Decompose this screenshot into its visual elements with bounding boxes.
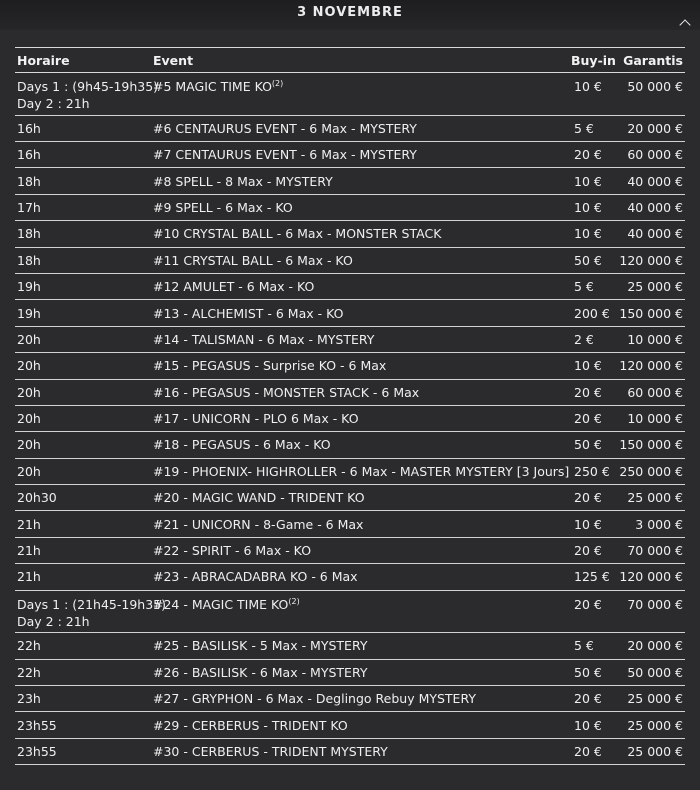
event-name: #19 - PHOENIX- HIGHROLLER - 6 Max - MASTER MYSTERY [3 Jours] bbox=[153, 463, 570, 479]
garantis-cell: 20 000 € bbox=[627, 120, 683, 136]
buyin-cell: 20 € bbox=[574, 543, 602, 559]
time-text: 20h bbox=[17, 463, 41, 479]
buyin-cell: 20 € bbox=[574, 743, 602, 759]
event-cell bbox=[151, 379, 569, 405]
time-cell bbox=[15, 511, 151, 537]
event-name: #14 - TALISMAN - 6 Max - MYSTERY bbox=[153, 331, 375, 347]
table-row bbox=[15, 405, 685, 431]
table-row bbox=[15, 659, 685, 685]
table-row bbox=[15, 379, 685, 405]
buyin-cell: 10 € bbox=[574, 717, 602, 733]
time-cell bbox=[15, 273, 151, 299]
event-name: #7 CENTAURUS EVENT - 6 Max - MYSTERY bbox=[153, 147, 417, 163]
table-row bbox=[15, 73, 685, 116]
buyin-cell: 50 € bbox=[574, 664, 602, 680]
event-cell bbox=[151, 485, 569, 511]
event-name: #9 SPELL - 6 Max - KO bbox=[153, 199, 293, 215]
event-name: #13 - ALCHEMIST - 6 Max - KO bbox=[153, 305, 344, 321]
buyin-cell: 5 € bbox=[574, 638, 594, 654]
buyin-cell: 10 € bbox=[574, 199, 602, 215]
table-row bbox=[15, 300, 685, 326]
garantis-cell: 250 000 € bbox=[619, 463, 683, 479]
garantis-cell: 120 000 € bbox=[619, 569, 683, 585]
table-header-row bbox=[15, 48, 685, 73]
event-name: #12 AMULET - 6 Max - KO bbox=[153, 279, 315, 295]
footnote-marker: (2) bbox=[288, 596, 300, 606]
garantis-cell: 25 000 € bbox=[627, 279, 683, 295]
table-row bbox=[15, 247, 685, 273]
event-name: #8 SPELL - 8 Max - MYSTERY bbox=[153, 173, 333, 189]
time-cell bbox=[15, 141, 151, 167]
chevron-up-icon[interactable] bbox=[679, 19, 690, 30]
table-row bbox=[15, 432, 685, 458]
time-cell bbox=[15, 485, 151, 511]
garantis-cell: 10 000 € bbox=[627, 331, 683, 347]
event-cell bbox=[151, 564, 569, 590]
table-row bbox=[15, 712, 685, 738]
column-header-event: Event bbox=[153, 52, 194, 68]
event-cell bbox=[151, 659, 569, 685]
event-cell bbox=[151, 353, 569, 379]
time-cell bbox=[15, 300, 151, 326]
table-row bbox=[15, 633, 685, 659]
event-cell bbox=[151, 141, 569, 167]
event-cell bbox=[151, 511, 569, 537]
event-name: #26 - BASILISK - 6 Max - MYSTERY bbox=[153, 664, 368, 680]
event-cell bbox=[151, 537, 569, 563]
column-header-time: Horaire bbox=[17, 52, 70, 68]
buyin-cell: 10 € bbox=[574, 79, 602, 94]
garantis-cell: 40 000 € bbox=[627, 199, 683, 215]
event-name: #6 CENTAURUS EVENT - 6 Max - MYSTERY bbox=[153, 120, 417, 136]
time-text: 20h bbox=[17, 384, 41, 400]
buyin-cell: 50 € bbox=[574, 252, 602, 268]
buyin-cell: 10 € bbox=[574, 358, 602, 374]
time-text: 19h bbox=[17, 279, 41, 295]
time-cell bbox=[15, 353, 151, 379]
table-row bbox=[15, 686, 685, 712]
buyin-cell: 50 € bbox=[574, 437, 602, 453]
time-cell bbox=[15, 379, 151, 405]
time-text: 20h bbox=[17, 411, 41, 427]
buyin-cell: 20 € bbox=[574, 147, 602, 163]
table-row bbox=[15, 511, 685, 537]
time-text: 17h bbox=[17, 199, 41, 215]
garantis-cell: 25 000 € bbox=[627, 743, 683, 759]
time-text: 20h30 bbox=[17, 490, 57, 506]
time-cell bbox=[15, 659, 151, 685]
column-header-garantis: Garantis bbox=[623, 52, 683, 68]
time-cell bbox=[15, 633, 151, 659]
garantis-cell: 150 000 € bbox=[619, 437, 683, 453]
event-cell bbox=[151, 300, 569, 326]
event-name: #24 - MAGIC TIME KO bbox=[153, 596, 289, 612]
event-cell bbox=[151, 194, 569, 220]
time-text: 16h bbox=[17, 120, 41, 136]
time-cell bbox=[15, 712, 151, 738]
garantis-cell: 25 000 € bbox=[627, 691, 683, 707]
tournament-table bbox=[15, 47, 685, 765]
buyin-cell: 20 € bbox=[574, 411, 602, 427]
time-text: 18h bbox=[17, 226, 41, 242]
garantis-cell: 60 000 € bbox=[627, 384, 683, 400]
garantis-cell: 120 000 € bbox=[619, 358, 683, 374]
event-name: #16 - PEGASUS - MONSTER STACK - 6 Max bbox=[153, 384, 420, 400]
garantis-cell: 50 000 € bbox=[627, 664, 683, 680]
table-row bbox=[15, 194, 685, 220]
event-cell bbox=[151, 590, 569, 633]
event-cell bbox=[151, 326, 569, 352]
event-cell bbox=[151, 432, 569, 458]
time-cell bbox=[15, 168, 151, 194]
time-cell bbox=[15, 738, 151, 764]
time-text: Days 1 : (21h45-19h35) bbox=[17, 596, 167, 612]
buyin-cell: 125 € bbox=[574, 569, 610, 585]
time-text: 22h bbox=[17, 638, 41, 654]
buyin-cell: 20 € bbox=[574, 384, 602, 400]
buyin-cell: 20 € bbox=[574, 490, 602, 506]
event-cell bbox=[151, 633, 569, 659]
event-cell bbox=[151, 247, 569, 273]
time-cell bbox=[15, 537, 151, 563]
garantis-cell: 60 000 € bbox=[627, 147, 683, 163]
section-header[interactable] bbox=[0, 0, 700, 30]
event-cell bbox=[151, 168, 569, 194]
time-cell bbox=[15, 326, 151, 352]
time-text: Days 1 : (9h45-19h35) bbox=[17, 79, 159, 94]
event-cell bbox=[151, 738, 569, 764]
buyin-cell: 5 € bbox=[574, 279, 594, 295]
time-text: 20h bbox=[17, 437, 41, 453]
garantis-cell: 150 000 € bbox=[619, 305, 683, 321]
time-cell bbox=[15, 432, 151, 458]
time-text: 19h bbox=[17, 305, 41, 321]
buyin-cell: 5 € bbox=[574, 120, 594, 136]
garantis-cell: 10 000 € bbox=[627, 411, 683, 427]
event-cell bbox=[151, 115, 569, 141]
time-text-day2: Day 2 : 21h bbox=[17, 613, 90, 629]
event-name: #21 - UNICORN - 8-Game - 6 Max bbox=[153, 516, 364, 532]
table-row bbox=[15, 115, 685, 141]
table-row bbox=[15, 168, 685, 194]
table-row bbox=[15, 458, 685, 484]
table-row bbox=[15, 353, 685, 379]
event-name: #11 CRYSTAL BALL - 6 Max - KO bbox=[153, 252, 353, 268]
time-cell bbox=[15, 194, 151, 220]
table-row bbox=[15, 326, 685, 352]
event-name: #22 - SPIRIT - 6 Max - KO bbox=[153, 543, 312, 559]
time-cell bbox=[15, 247, 151, 273]
garantis-cell: 20 000 € bbox=[627, 638, 683, 654]
time-cell bbox=[15, 405, 151, 431]
garantis-cell: 25 000 € bbox=[627, 490, 683, 506]
garantis-cell: 25 000 € bbox=[627, 717, 683, 733]
event-name: #10 CRYSTAL BALL - 6 Max - MONSTER STACK bbox=[153, 226, 442, 242]
buyin-cell: 10 € bbox=[574, 173, 602, 189]
event-cell bbox=[151, 686, 569, 712]
table-row bbox=[15, 564, 685, 590]
time-text: 21h bbox=[17, 516, 41, 532]
table-row bbox=[15, 537, 685, 563]
time-text: 20h bbox=[17, 358, 41, 374]
event-cell bbox=[151, 221, 569, 247]
buyin-cell: 20 € bbox=[574, 596, 602, 612]
time-text: 23h55 bbox=[17, 743, 57, 759]
time-cell bbox=[15, 73, 159, 116]
time-text: 16h bbox=[17, 147, 41, 163]
event-name: #23 - ABRACADABRA KO - 6 Max bbox=[153, 569, 358, 585]
table-row bbox=[15, 141, 685, 167]
garantis-cell: 50 000 € bbox=[627, 79, 683, 94]
buyin-cell: 2 € bbox=[574, 331, 594, 347]
time-text: 20h bbox=[17, 331, 41, 347]
event-cell bbox=[151, 712, 569, 738]
column-header-buyin: Buy-in bbox=[571, 52, 616, 68]
event-name: #25 - BASILISK - 5 Max - MYSTERY bbox=[153, 638, 368, 654]
buyin-cell: 200 € bbox=[574, 305, 610, 321]
time-text: 21h bbox=[17, 543, 41, 559]
section-title: 3 NOVEMBRE bbox=[297, 5, 403, 20]
event-cell bbox=[151, 73, 569, 116]
event-name: #18 - PEGASUS - 6 Max - KO bbox=[153, 437, 331, 453]
event-name: #30 - CERBERUS - TRIDENT MYSTERY bbox=[153, 743, 388, 759]
event-cell bbox=[151, 273, 569, 299]
garantis-cell: 70 000 € bbox=[627, 543, 683, 559]
time-text: 18h bbox=[17, 173, 41, 189]
garantis-cell: 3 000 € bbox=[635, 516, 683, 532]
garantis-cell: 40 000 € bbox=[627, 173, 683, 189]
buyin-cell: 10 € bbox=[574, 516, 602, 532]
time-text: 23h55 bbox=[17, 717, 57, 733]
table-row bbox=[15, 738, 685, 764]
footnote-marker: (2) bbox=[271, 79, 284, 88]
table-row bbox=[15, 485, 685, 511]
time-cell bbox=[15, 564, 151, 590]
garantis-cell: 120 000 € bbox=[619, 252, 683, 268]
time-cell bbox=[15, 590, 167, 633]
time-text: 23h bbox=[17, 691, 41, 707]
event-cell bbox=[151, 458, 569, 484]
garantis-cell: 70 000 € bbox=[627, 596, 683, 612]
event-cell bbox=[151, 405, 569, 431]
event-name: #15 - PEGASUS - Surprise KO - 6 Max bbox=[153, 358, 387, 374]
table-row bbox=[15, 273, 685, 299]
event-name: #29 - CERBERUS - TRIDENT KO bbox=[153, 717, 348, 733]
garantis-cell: 40 000 € bbox=[627, 226, 683, 242]
event-name: #20 - MAGIC WAND - TRIDENT KO bbox=[153, 490, 365, 506]
time-cell bbox=[15, 686, 151, 712]
buyin-cell: 10 € bbox=[574, 226, 602, 242]
buyin-cell: 20 € bbox=[574, 691, 602, 707]
time-text: 22h bbox=[17, 664, 41, 680]
time-text: 18h bbox=[17, 252, 41, 268]
event-name: #17 - UNICORN - PLO 6 Max - KO bbox=[153, 411, 359, 427]
event-name: #27 - GRYPHON - 6 Max - Deglingo Rebuy MYSTERY bbox=[153, 691, 476, 707]
time-cell bbox=[15, 458, 151, 484]
time-cell bbox=[15, 115, 151, 141]
time-cell bbox=[15, 221, 151, 247]
time-text-day2: Day 2 : 21h bbox=[17, 96, 90, 111]
event-name: #5 MAGIC TIME KO bbox=[153, 79, 272, 94]
table-row bbox=[15, 221, 685, 247]
buyin-cell: 250 € bbox=[574, 463, 610, 479]
time-text: 21h bbox=[17, 569, 41, 585]
table-row bbox=[15, 590, 685, 633]
